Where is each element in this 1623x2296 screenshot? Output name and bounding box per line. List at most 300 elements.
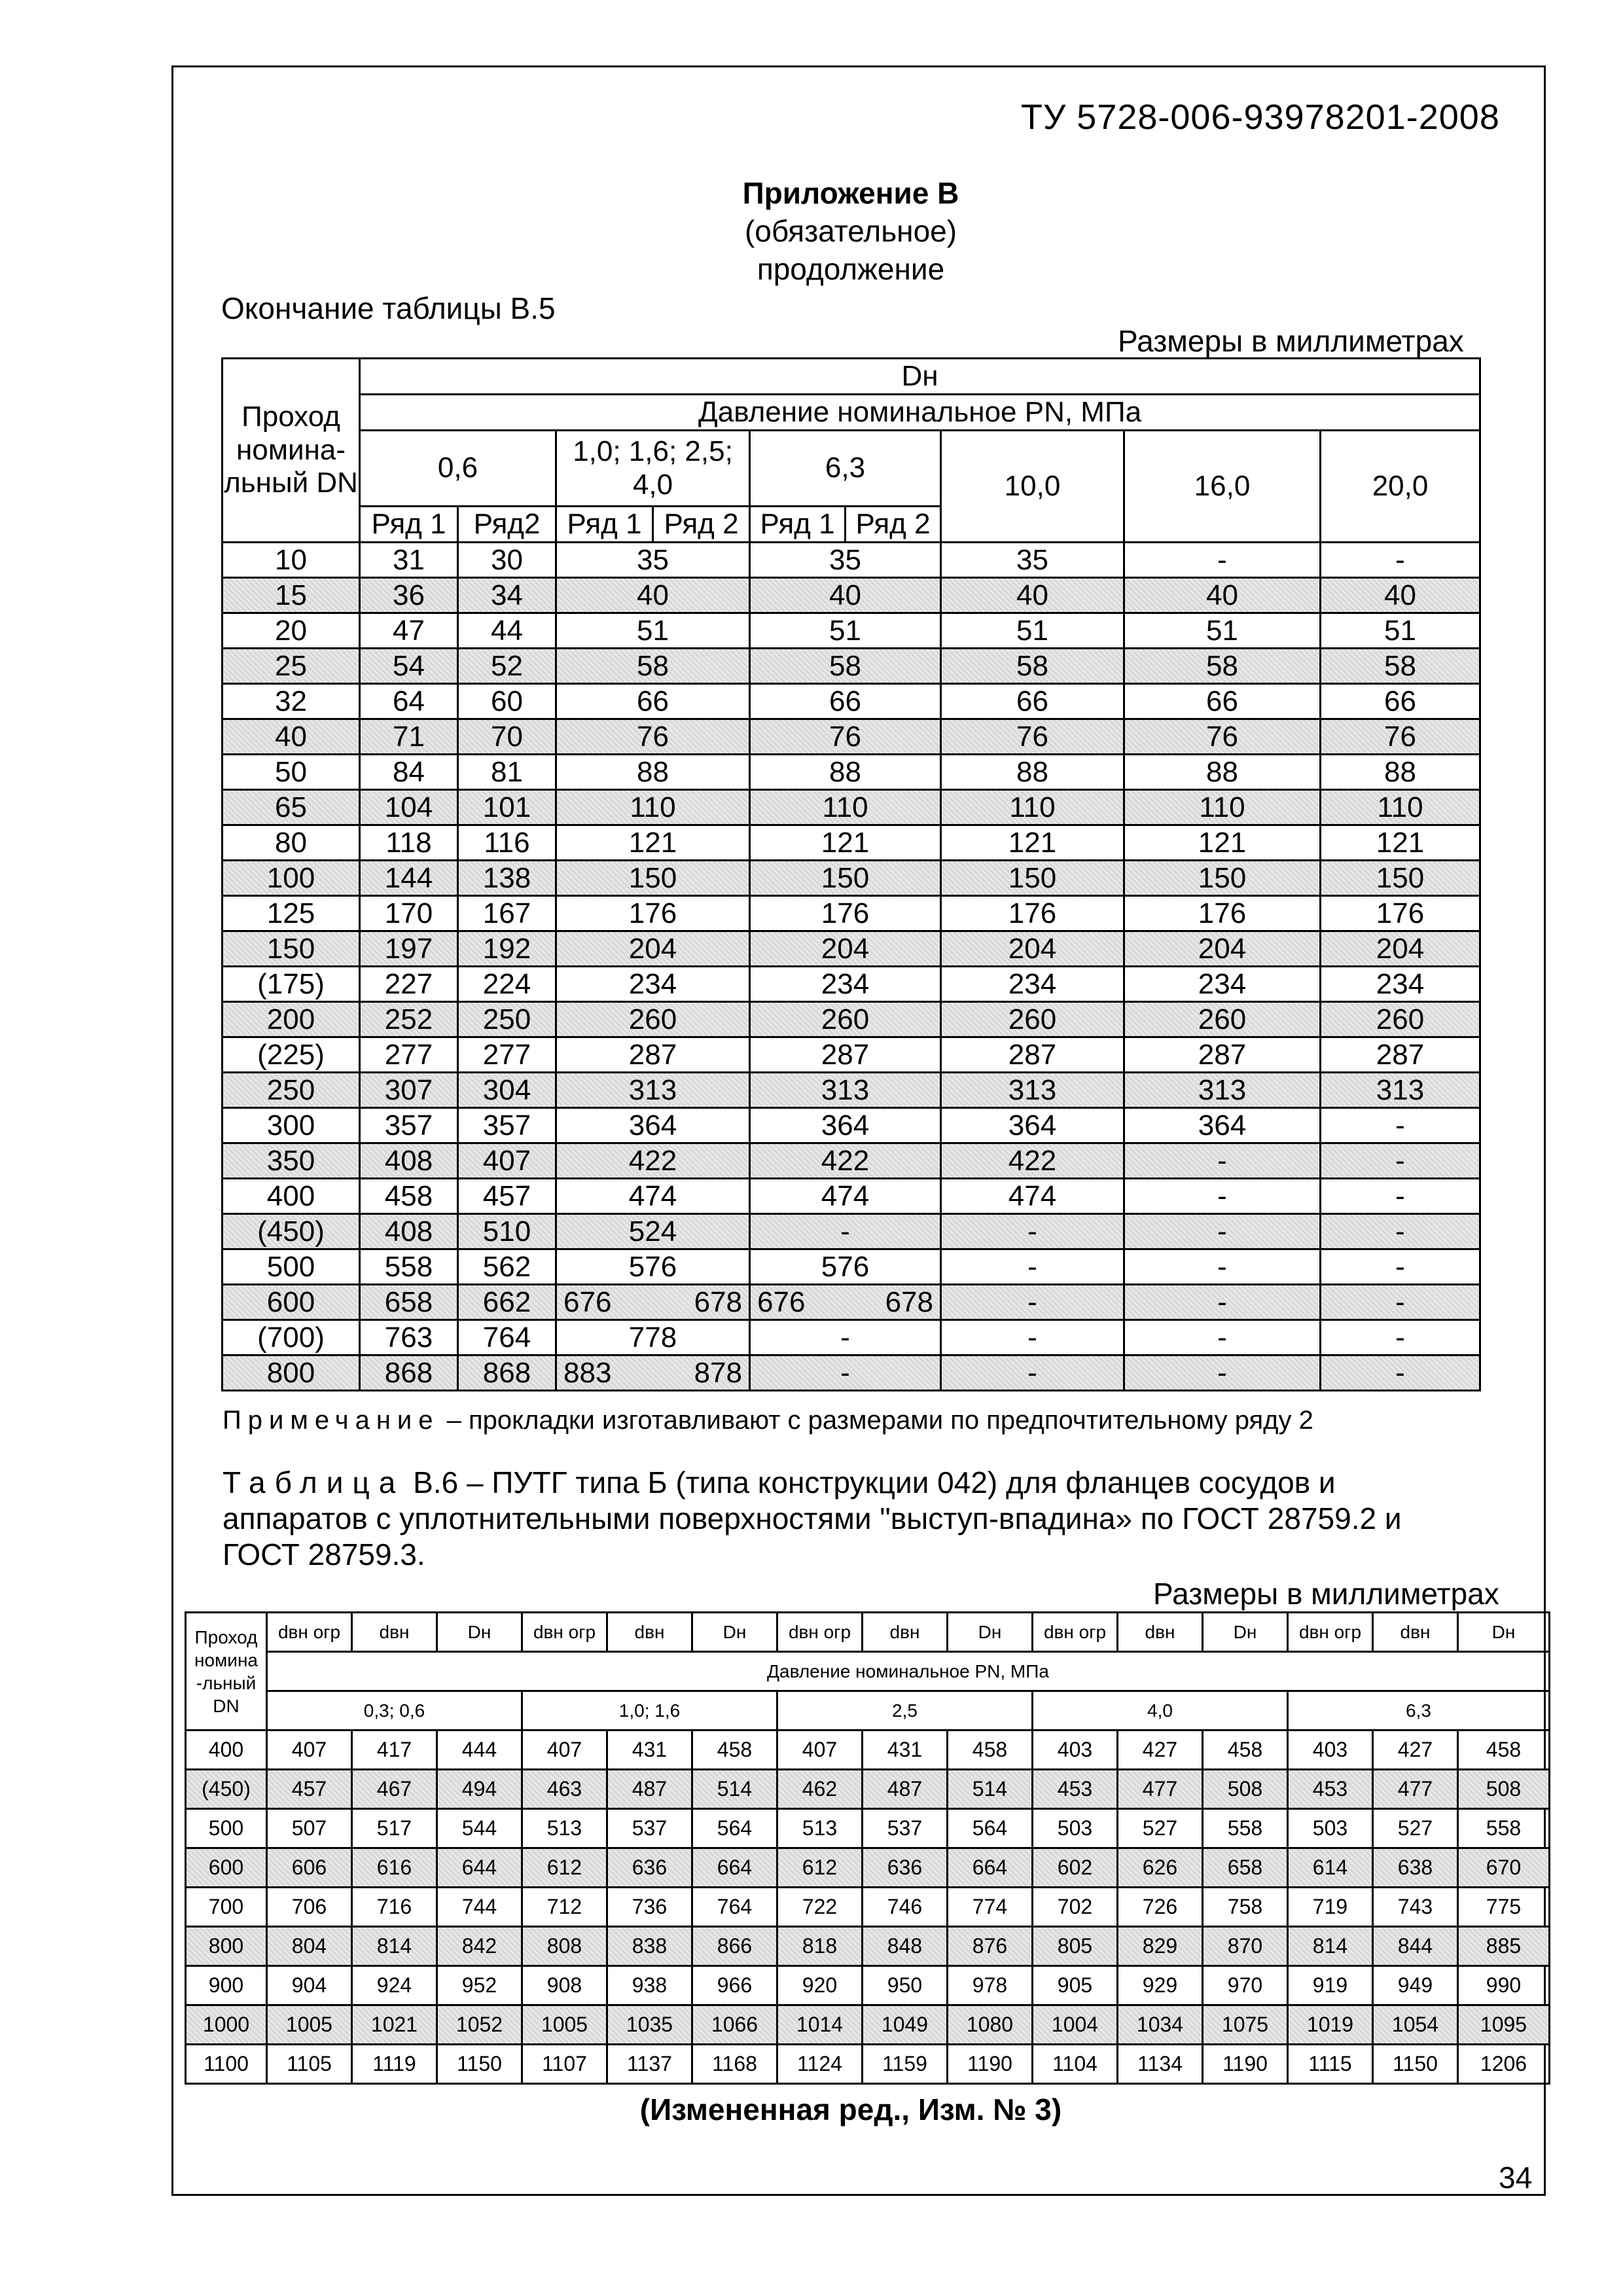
table-row <box>223 931 1480 967</box>
table-cell: 364 <box>1124 1108 1321 1143</box>
table-cell: 417 <box>352 1731 437 1770</box>
table-cell: - <box>1124 543 1321 578</box>
table-row <box>223 1179 1480 1214</box>
table-cell: 176 <box>941 896 1124 931</box>
table-cell: 81 <box>458 755 556 790</box>
table-cell: 1054 <box>1373 2005 1458 2045</box>
table-row <box>223 861 1480 896</box>
header-pn-0-3-0-6: 0,3; 0,6 <box>267 1691 522 1731</box>
table-cell: - <box>941 1249 1124 1285</box>
table-cell: 260 <box>941 1002 1124 1037</box>
dn-cell: 800 <box>186 1927 267 1966</box>
table-cell: 804 <box>267 1927 352 1966</box>
header-pn-6-3: 6,3 <box>750 431 941 507</box>
table-cell: 84 <box>360 755 458 790</box>
table-cell: 407 <box>458 1143 556 1179</box>
table-cell: 407 <box>522 1731 607 1770</box>
table-cell: 1119 <box>352 2045 437 2084</box>
header-row-1: Ряд 1 <box>360 507 458 543</box>
table-cell: 121 <box>556 825 750 861</box>
table-cell: 949 <box>1373 1966 1458 2005</box>
header-d-int-limit: dвн огр <box>1288 1613 1373 1652</box>
dn-cell: 900 <box>186 1966 267 2005</box>
table-row <box>186 1927 1550 1966</box>
table-cell: 403 <box>1033 1731 1118 1770</box>
caption-text: В.6 – ПУТГ типа Б (типа конструкции 042) для фланцев сосудов и аппаратов с уплотнительными поверхностями "выступ-впадина» по ГОСТ 28759.2 и ГОСТ 28759.3. <box>223 1465 1402 1572</box>
table-row <box>223 1285 1480 1320</box>
table-cell: - <box>1124 1320 1321 1355</box>
table-cell: 1168 <box>692 2045 777 2084</box>
table-row <box>223 825 1480 861</box>
table-cell: 364 <box>556 1108 750 1143</box>
table-cell: 458 <box>1203 1731 1288 1770</box>
header-pn-20-0: 20,0 <box>1321 431 1480 543</box>
table-cell: 764 <box>458 1320 556 1355</box>
table-cell: 1105 <box>267 2045 352 2084</box>
dn-cell: 50 <box>223 755 360 790</box>
table-cell: 313 <box>1321 1073 1480 1108</box>
table-cell: 576 <box>750 1249 941 1285</box>
table-cell: 527 <box>1118 1809 1203 1848</box>
table-cell: 564 <box>692 1809 777 1848</box>
table-cell: 885 <box>1458 1927 1550 1966</box>
table-cell: 224 <box>458 967 556 1002</box>
table-cell: 176 <box>750 896 941 931</box>
table-cell: 76 <box>1321 719 1480 755</box>
value-row1: 883 <box>563 1357 612 1389</box>
dn-cell: 500 <box>223 1249 360 1285</box>
table-cell: 357 <box>360 1108 458 1143</box>
table-cell: 644 <box>437 1848 522 1888</box>
dn-cell: 500 <box>186 1809 267 1848</box>
header-d-int-limit: dвн огр <box>267 1613 352 1652</box>
table-cell: 457 <box>458 1179 556 1214</box>
table-cell: 513 <box>522 1809 607 1848</box>
header-pressure: Давление номинальное PN, МПа <box>267 1652 1550 1691</box>
dn-cell: 600 <box>223 1285 360 1320</box>
table-cell: 719 <box>1288 1888 1373 1927</box>
table-cell: 407 <box>267 1731 352 1770</box>
table-cell: 904 <box>267 1966 352 2005</box>
table-cell: 408 <box>360 1143 458 1179</box>
table-cell: - <box>750 1320 941 1355</box>
table-cell: 662 <box>458 1285 556 1320</box>
table-cell: 510 <box>458 1214 556 1249</box>
split-values <box>557 1356 749 1390</box>
table-cell: 462 <box>777 1770 863 1809</box>
header-pn-1-0-4-0: 1,0; 1,6; 2,5; 4,0 <box>556 431 750 507</box>
table-cell: 924 <box>352 1966 437 2005</box>
table-cell: 616 <box>352 1848 437 1888</box>
header-pn-16-0: 16,0 <box>1124 431 1321 543</box>
dn-cell: 10 <box>223 543 360 578</box>
table-cell: 1124 <box>777 2045 863 2084</box>
table-cell: 121 <box>1124 825 1321 861</box>
table-cell: 118 <box>360 825 458 861</box>
table-cell: 814 <box>1288 1927 1373 1966</box>
table-cell: 494 <box>437 1770 522 1809</box>
table-cell: - <box>1124 1249 1321 1285</box>
table1-label: Окончание таблицы В.5 <box>221 291 556 325</box>
table-cell: 736 <box>607 1888 692 1927</box>
table-cell: 778 <box>556 1320 750 1355</box>
table-cell: 706 <box>267 1888 352 1927</box>
table-cell: 775 <box>1458 1888 1550 1927</box>
table-cell: 929 <box>1118 1966 1203 2005</box>
table-row <box>186 1888 1550 1927</box>
table-cell: 150 <box>941 861 1124 896</box>
table-cell: 40 <box>1321 578 1480 613</box>
table-cell <box>556 1355 750 1391</box>
table-cell: 104 <box>360 790 458 825</box>
table-cell: 234 <box>556 967 750 1002</box>
table-cell: 167 <box>458 896 556 931</box>
table-cell: 121 <box>941 825 1124 861</box>
table-cell: 1066 <box>692 2005 777 2045</box>
table-cell: - <box>1124 1214 1321 1249</box>
table-cell: 474 <box>556 1179 750 1214</box>
table-cell: 150 <box>1124 861 1321 896</box>
table-cell: 829 <box>1118 1927 1203 1966</box>
table-cell: 558 <box>360 1249 458 1285</box>
table-cell: - <box>1321 1108 1480 1143</box>
table-cell: - <box>1321 1285 1480 1320</box>
header-d-ext: Dн <box>437 1613 522 1652</box>
table-cell: 527 <box>1373 1809 1458 1848</box>
appendix-subtitle-mandatory: (обязательное) <box>744 214 957 248</box>
table-cell: 908 <box>522 1966 607 2005</box>
table-cell: 192 <box>458 931 556 967</box>
table-cell: 1095 <box>1458 2005 1550 2045</box>
table-cell: 1115 <box>1288 2045 1373 2084</box>
table-cell: - <box>1321 1249 1480 1285</box>
table-cell: 66 <box>1321 684 1480 719</box>
table-cell: 1107 <box>522 2045 607 2084</box>
table-cell: 477 <box>1118 1770 1203 1809</box>
table-cell: 508 <box>1458 1770 1550 1809</box>
table-cell: 920 <box>777 1966 863 2005</box>
table-cell: 612 <box>522 1848 607 1888</box>
table-cell: 606 <box>267 1848 352 1888</box>
table-row <box>186 1770 1550 1809</box>
table-cell: 905 <box>1033 1966 1118 2005</box>
dn-cell: (450) <box>223 1214 360 1249</box>
table-cell: 844 <box>1373 1927 1458 1966</box>
dn-cell: 15 <box>223 578 360 613</box>
table-cell: 537 <box>607 1809 692 1848</box>
table-cell: 774 <box>948 1888 1033 1927</box>
header-row-1: Ряд 1 <box>556 507 653 543</box>
header-d-int-limit: dвн огр <box>522 1613 607 1652</box>
table-cell: 88 <box>941 755 1124 790</box>
table-cell: 467 <box>352 1770 437 1809</box>
table-cell: 307 <box>360 1073 458 1108</box>
table-cell: 88 <box>1124 755 1321 790</box>
table-cell: 970 <box>1203 1966 1288 2005</box>
table-cell: 287 <box>1321 1037 1480 1073</box>
header-pn-10-0: 10,0 <box>941 431 1124 543</box>
header-dn: Проход номина-льный DN <box>223 359 360 543</box>
table-cell: 35 <box>750 543 941 578</box>
table-cell: - <box>1321 1355 1480 1391</box>
dn-cell: 800 <box>223 1355 360 1391</box>
table-b6-body <box>186 1731 1550 2084</box>
value-row1: 676 <box>563 1286 612 1318</box>
table-cell: 40 <box>750 578 941 613</box>
table-cell: 66 <box>556 684 750 719</box>
dn-cell: (450) <box>186 1770 267 1809</box>
table-cell: - <box>1124 1179 1321 1214</box>
dn-cell: 125 <box>223 896 360 931</box>
table-cell: 966 <box>692 1966 777 2005</box>
table-cell: 260 <box>1124 1002 1321 1037</box>
table-cell: 487 <box>607 1770 692 1809</box>
table-cell: 30 <box>458 543 556 578</box>
table-cell: 40 <box>1124 578 1321 613</box>
table-cell: 558 <box>1203 1809 1288 1848</box>
table-cell: 313 <box>750 1073 941 1108</box>
table-cell: 514 <box>692 1770 777 1809</box>
table-cell: 58 <box>941 649 1124 684</box>
table-row <box>223 967 1480 1002</box>
dn-cell: 350 <box>223 1143 360 1179</box>
table-cell: 474 <box>941 1179 1124 1214</box>
table-cell: 422 <box>941 1143 1124 1179</box>
table-cell: 1190 <box>1203 2045 1288 2084</box>
table-cell: 277 <box>360 1037 458 1073</box>
table-cell: 764 <box>692 1888 777 1927</box>
table-cell: 638 <box>1373 1848 1458 1888</box>
split-values <box>557 1285 749 1319</box>
table-cell: 44 <box>458 613 556 649</box>
table-cell: 51 <box>1321 613 1480 649</box>
table-cell: 507 <box>267 1809 352 1848</box>
table-row <box>223 1214 1480 1249</box>
table-cell: 52 <box>458 649 556 684</box>
table-cell: 664 <box>692 1848 777 1888</box>
header-row-2: Ряд2 <box>458 507 556 543</box>
table-b5 <box>221 357 1481 1391</box>
dn-cell: 400 <box>186 1731 267 1770</box>
table-cell: 664 <box>948 1848 1033 1888</box>
table-cell: 287 <box>750 1037 941 1073</box>
table-cell: 503 <box>1033 1809 1118 1848</box>
table-cell: 1190 <box>948 2045 1033 2084</box>
table-cell: 1159 <box>863 2045 948 2084</box>
table-cell: 808 <box>522 1927 607 1966</box>
table-cell: 658 <box>360 1285 458 1320</box>
table-cell: 364 <box>941 1108 1124 1143</box>
table-cell: 1019 <box>1288 2005 1373 2045</box>
table-cell: 176 <box>1321 896 1480 931</box>
table-row <box>223 1073 1480 1108</box>
table-cell: 427 <box>1118 1731 1203 1770</box>
value-row2: 678 <box>694 1286 742 1318</box>
table-cell: 110 <box>941 790 1124 825</box>
table-cell: 76 <box>941 719 1124 755</box>
table-cell: 544 <box>437 1809 522 1848</box>
table-cell: 260 <box>750 1002 941 1037</box>
value-row2: 678 <box>885 1286 933 1318</box>
table2-caption <box>223 1465 1479 1573</box>
table-cell: 746 <box>863 1888 948 1927</box>
header-pn-1-0-1-6: 1,0; 1,6 <box>522 1691 777 1731</box>
table-cell: 204 <box>1124 931 1321 967</box>
table-cell: 408 <box>360 1214 458 1249</box>
table-cell: - <box>1321 1214 1480 1249</box>
table-row <box>223 790 1480 825</box>
table-cell: 838 <box>607 1927 692 1966</box>
header-d-int-limit: dвн огр <box>777 1613 863 1652</box>
table-cell: 234 <box>941 967 1124 1002</box>
table-cell: 252 <box>360 1002 458 1037</box>
table-cell: 204 <box>941 931 1124 967</box>
table-cell: 743 <box>1373 1888 1458 1927</box>
table-cell: - <box>941 1320 1124 1355</box>
table-cell: 36 <box>360 578 458 613</box>
table-cell: 58 <box>750 649 941 684</box>
table-cell: 763 <box>360 1320 458 1355</box>
table-row <box>186 1731 1550 1770</box>
header-pn-4-0: 4,0 <box>1033 1691 1288 1731</box>
page-number: 34 <box>1499 2161 1533 2195</box>
table-cell: 614 <box>1288 1848 1373 1888</box>
table-cell: 150 <box>556 861 750 896</box>
dn-cell: 20 <box>223 613 360 649</box>
table-cell: 431 <box>863 1731 948 1770</box>
table-cell: 1052 <box>437 2005 522 2045</box>
table-cell: 503 <box>1288 1809 1373 1848</box>
split-values <box>751 1285 940 1319</box>
table-row <box>223 896 1480 931</box>
dn-cell: 65 <box>223 790 360 825</box>
table-cell: 876 <box>948 1927 1033 1966</box>
table-cell: 868 <box>360 1355 458 1391</box>
table-cell: 277 <box>458 1037 556 1073</box>
table-cell: 453 <box>1033 1770 1118 1809</box>
table-cell: 458 <box>1458 1731 1550 1770</box>
table-cell: 121 <box>1321 825 1480 861</box>
table-cell: 234 <box>1124 967 1321 1002</box>
table-cell: 150 <box>750 861 941 896</box>
header-row-2: Ряд 2 <box>653 507 750 543</box>
header-d-int: dвн <box>1373 1613 1458 1652</box>
table-row <box>223 649 1480 684</box>
table-cell: - <box>1321 543 1480 578</box>
table-cell: - <box>941 1214 1124 1249</box>
table-cell: 938 <box>607 1966 692 2005</box>
table-cell: 234 <box>1321 967 1480 1002</box>
table-cell: 116 <box>458 825 556 861</box>
header-dh: Dн <box>360 359 1480 395</box>
table-cell: 457 <box>267 1770 352 1809</box>
table-cell: 744 <box>437 1888 522 1927</box>
table-cell: 602 <box>1033 1848 1118 1888</box>
table-cell: 950 <box>863 1966 948 2005</box>
table-cell: 431 <box>607 1731 692 1770</box>
table-row <box>223 613 1480 649</box>
table-cell: 364 <box>750 1108 941 1143</box>
appendix-subtitle-continuation: продолжение <box>757 252 945 286</box>
table-cell: 170 <box>360 896 458 931</box>
table-cell: 514 <box>948 1770 1033 1809</box>
document-code: ТУ 5728-006-93978201-2008 <box>1021 98 1500 137</box>
dn-cell: 1000 <box>186 2005 267 2045</box>
header-d-int: dвн <box>1118 1613 1203 1652</box>
table-cell: 1014 <box>777 2005 863 2045</box>
header-d-ext: Dн <box>692 1613 777 1652</box>
table-row <box>186 1848 1550 1888</box>
table-cell: 458 <box>948 1731 1033 1770</box>
caption-label: Таблица <box>223 1465 405 1499</box>
table-cell: - <box>1321 1320 1480 1355</box>
table1-note <box>223 1406 1313 1435</box>
table-cell: 1004 <box>1033 2005 1118 2045</box>
table-cell: 626 <box>1118 1848 1203 1888</box>
table-cell: 58 <box>1124 649 1321 684</box>
table-cell: 990 <box>1458 1966 1550 2005</box>
table-cell: 357 <box>458 1108 556 1143</box>
table-cell: 176 <box>556 896 750 931</box>
table-cell: - <box>1124 1143 1321 1179</box>
dn-cell: 150 <box>223 931 360 967</box>
table-cell: 870 <box>1203 1927 1288 1966</box>
dn-cell: 25 <box>223 649 360 684</box>
table-row <box>186 1966 1550 2005</box>
table-cell: 60 <box>458 684 556 719</box>
table-cell: 1137 <box>607 2045 692 2084</box>
table-cell: 805 <box>1033 1927 1118 1966</box>
table-row <box>223 719 1480 755</box>
table-cell: 88 <box>556 755 750 790</box>
dn-cell: (700) <box>223 1320 360 1355</box>
table-cell: 562 <box>458 1249 556 1285</box>
table-cell: 513 <box>777 1809 863 1848</box>
table-cell: 427 <box>1373 1731 1458 1770</box>
table-cell: 866 <box>692 1927 777 1966</box>
dn-cell: 1100 <box>186 2045 267 2084</box>
table-cell: 477 <box>1373 1770 1458 1809</box>
table-cell: 101 <box>458 790 556 825</box>
table-cell: 407 <box>777 1731 863 1770</box>
table1-units: Размеры в миллиметрах <box>1118 324 1464 358</box>
table-cell: 287 <box>1124 1037 1321 1073</box>
table-cell: 313 <box>556 1073 750 1108</box>
table-cell: 422 <box>556 1143 750 1179</box>
table-cell: 403 <box>1288 1731 1373 1770</box>
header-d-ext: Dн <box>948 1613 1033 1652</box>
table-cell: 260 <box>556 1002 750 1037</box>
table-cell: 260 <box>1321 1002 1480 1037</box>
value-row1: 676 <box>757 1286 806 1318</box>
table-cell: 758 <box>1203 1888 1288 1927</box>
table-row <box>223 684 1480 719</box>
table-cell: 35 <box>941 543 1124 578</box>
table-cell: 176 <box>1124 896 1321 931</box>
table-cell: 612 <box>777 1848 863 1888</box>
dn-cell: 300 <box>223 1108 360 1143</box>
table-cell: 1005 <box>522 2005 607 2045</box>
table-cell: 70 <box>458 719 556 755</box>
table-cell: 978 <box>948 1966 1033 2005</box>
table2-units: Размеры в миллиметрах <box>1153 1577 1499 1611</box>
table-cell: 197 <box>360 931 458 967</box>
dn-cell: 400 <box>223 1179 360 1214</box>
header-d-int: dвн <box>863 1613 948 1652</box>
table-cell: 51 <box>941 613 1124 649</box>
table-cell: 150 <box>1321 861 1480 896</box>
table-cell: 204 <box>750 931 941 967</box>
